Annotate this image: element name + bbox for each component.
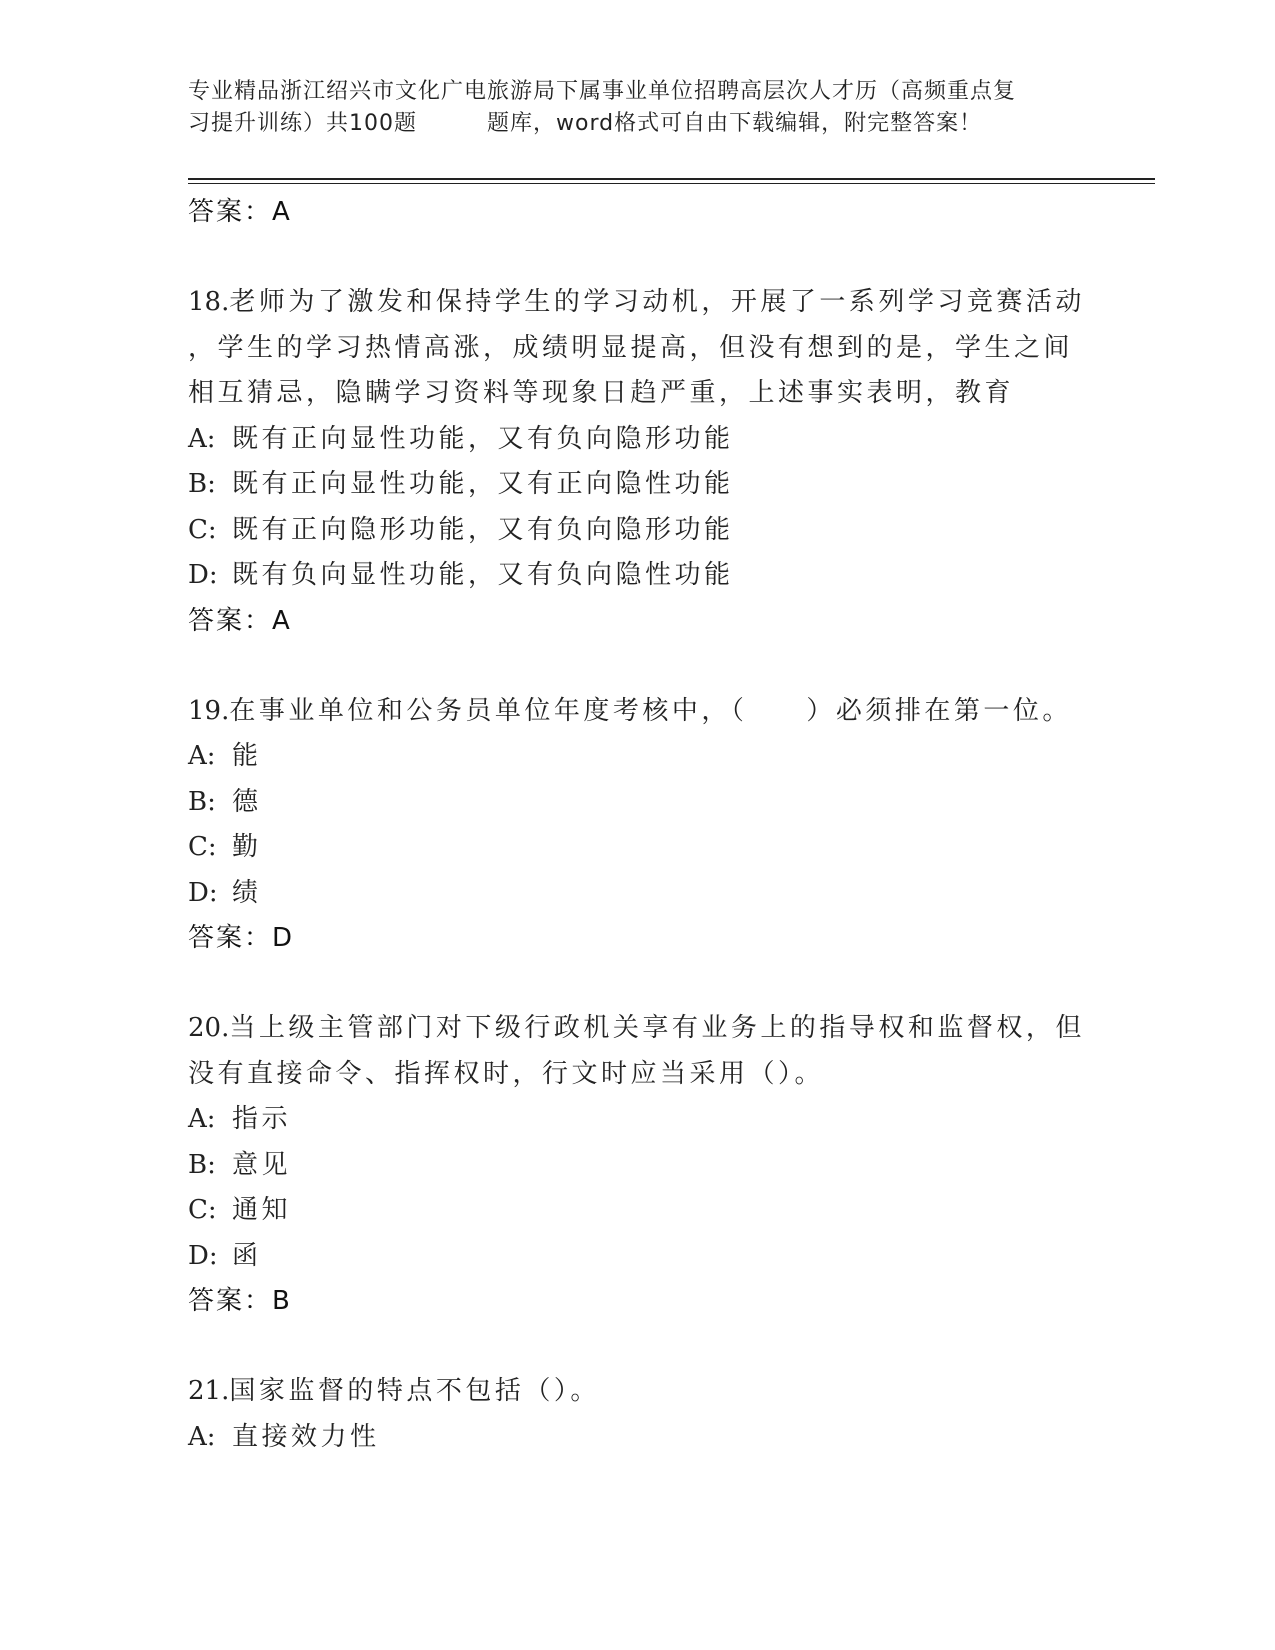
page-header	[188, 76, 1088, 140]
question-number: 20.	[188, 1013, 230, 1043]
option-text: 绩	[232, 877, 262, 908]
answer-line: 答案：A	[188, 197, 292, 227]
question-text	[188, 689, 1088, 735]
option-text: 指示	[232, 1104, 292, 1134]
option-c	[188, 1188, 1088, 1234]
option-key: A:	[188, 423, 216, 454]
option-b	[188, 462, 1088, 508]
option-b	[188, 1143, 1088, 1189]
question-line: 18.老师为了激发和保持学生的学习动机，开展了一系列学习竞赛活动	[188, 287, 1085, 317]
question-line: 没有直接命令、指挥权时，行文时应当采用（）。	[188, 1058, 825, 1089]
option-key: A:	[188, 1421, 216, 1452]
option-a	[188, 734, 1088, 780]
header-rule-thin	[188, 183, 1155, 184]
option-key: C:	[188, 1195, 217, 1225]
option-b	[188, 780, 1088, 826]
option-text: 函	[232, 1240, 262, 1271]
answer-line: 答案：D	[188, 923, 295, 953]
question-line: 相互猜忌，隐瞒学习资料等现象日趋严重，上述事实表明，教育	[188, 378, 1015, 408]
header-line-1: 专业精品浙江绍兴市文化广电旅游局下属事业单位招聘高层次人才历（高频重点复	[188, 79, 1017, 104]
header-line-2-left: 习提升训练）共100题	[188, 111, 417, 136]
option-key: C:	[188, 514, 217, 545]
option-d	[188, 1234, 1088, 1280]
option-text: 直接效力性	[232, 1421, 380, 1452]
option-d	[188, 553, 1088, 599]
answer-line: 答案：A	[188, 605, 292, 636]
option-key: D:	[188, 877, 218, 908]
option-key: C:	[188, 832, 217, 862]
question-21	[188, 1369, 1088, 1460]
question-number: 21.	[188, 1376, 230, 1406]
option-text: 通知	[232, 1195, 292, 1225]
option-key: A:	[188, 741, 216, 771]
option-key: D:	[188, 1240, 218, 1271]
question-text	[188, 1369, 1088, 1415]
answer-line: 答案：B	[188, 1286, 292, 1316]
option-text: 勤	[232, 832, 262, 862]
option-text: 既有正向显性功能，又有正向隐性功能	[232, 469, 734, 499]
option-key: B:	[188, 786, 216, 817]
question-19	[188, 689, 1088, 961]
option-text: 既有负向显性功能，又有负向隐性功能	[232, 560, 734, 590]
option-key: A:	[188, 1104, 216, 1134]
option-key: B:	[188, 469, 216, 499]
option-a	[188, 417, 1088, 463]
question-line: 19.在事业单位和公务员单位年度考核中，（ ）必须排在第一位。	[188, 695, 1072, 726]
header-rule-thick	[188, 178, 1155, 180]
question-number: 18.	[188, 287, 230, 317]
header-line-2-right: 题库，word格式可自由下载编辑，附完整答案！	[487, 111, 983, 136]
option-text: 德	[232, 786, 262, 817]
option-key: B:	[188, 1149, 216, 1180]
header-line-2	[188, 108, 1088, 140]
question-18	[188, 280, 1088, 643]
option-c	[188, 825, 1088, 871]
option-key: D:	[188, 560, 218, 590]
question-text	[188, 1006, 1088, 1097]
question-list	[188, 190, 1088, 1460]
question-20	[188, 1006, 1088, 1323]
option-text: 既有正向显性功能，又有负向隐形功能	[232, 423, 734, 454]
option-text: 能	[232, 741, 262, 771]
option-a	[188, 1097, 1088, 1143]
option-c	[188, 508, 1088, 554]
question-text	[188, 280, 1088, 417]
question-line: 20.当上级主管部门对下级行政机关享有业务上的指导权和监督权，但	[188, 1013, 1085, 1043]
option-d	[188, 871, 1088, 917]
option-text: 既有正向隐形功能，又有负向隐形功能	[232, 514, 734, 545]
option-text: 意见	[232, 1149, 292, 1180]
question-number: 19.	[188, 695, 230, 726]
option-a	[188, 1415, 1088, 1461]
question-line: ，学生的学习热情高涨，成绩明显提高，但没有想到的是，学生之间	[188, 332, 1074, 363]
question-line: 21.国家监督的特点不包括（）。	[188, 1376, 600, 1406]
